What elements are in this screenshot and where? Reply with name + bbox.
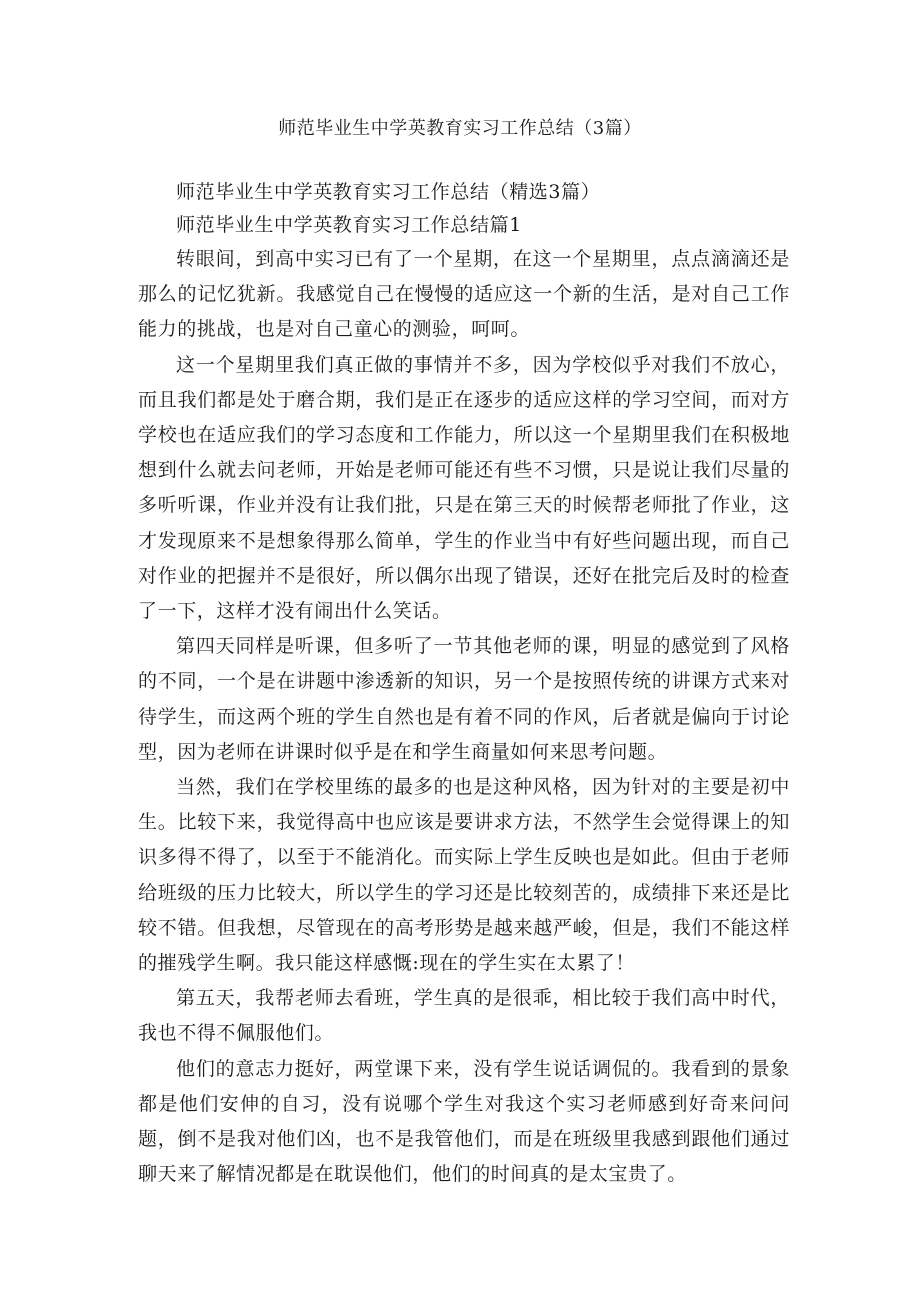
subtitle-paragraph: 师范毕业生中学英教育实习工作总结（精选3篇） [176,181,601,203]
body-paragraph-1: 转眼间，到高中实习已有了一个星期，在这一个星期里，点点滴滴还是那么的记忆犹新。我感觉自己在慢慢的适应这一个新的生活，是对自己工作能力的挑战，也是对自己童心的测验，呵呵。 [138,248,790,341]
section-heading: 师范毕业生中学英教育实习工作总结篇1 [176,214,522,236]
body-paragraph-2: 这一个星期里我们真正做的事情并不多，因为学校似乎对我们不放心，而且我们都是处于磨合期，我们是正在逐步的适应这样的学习空间，而对方学校也在适应我们的学习态度和工作能力，所以这一个星期里我们在积极地想到什么就去问老师，开始是老师可能还有些不习惯，只是说让我们尽量的多听听课，作业并没有让我们批，只是在第三天的时候帮老师批了作业，这才发现原来不是想象得那么简单，学生的作业当中有好些问题出现，而自己对作业的把握并不是很好，所以偶尔出现了错误，还好在批完后及时的检查了一下，这样才没有闹出什么笑话。 [138,353,790,623]
document-body [138,176,790,1192]
body-paragraph-4: 当然，我们在学校里练的最多的也是这种风格，因为针对的主要是初中生。比较下来，我觉得高中也应该是要讲求方法，不然学生会觉得课上的知识多得不得了，以至于不能消化。而实际上学生反映也是如此。但由于老师给班级的压力比较大，所以学生的学习还是比较刻苦的，成绩排下来还是比较不错。但我想，尽管现在的高考形势是越来越严峻，但是，我们不能这样的摧残学生啊。我只能这样感慨:现在的学生实在太累了！ [138,776,790,975]
body-paragraph-3: 第四天同样是听课，但多听了一节其他老师的课，明显的感觉到了风格的不同，一个是在讲题中渗透新的知识，另一个是按照传统的讲课方式来对待学生，而这两个班的学生自然也是有着不同的作风，后者就是偏向于讨论型，因为老师在讲课时似乎是在和学生商量如何来思考问题。 [138,635,790,763]
document-title: 师范毕业生中学英教育实习工作总结（3篇） [278,118,642,139]
body-paragraph-6: 他们的意志力挺好，两堂课下来，没有学生说话调侃的。我看到的景象都是他们安伸的自习，没有说哪个学生对我这个实习老师感到好奇来问问题，倒不是我对他们凶，也不是我管他们，而是在班级里我感到跟他们通过聊天来了解情况都是在耽误他们，他们的时间真的是太宝贵了。 [138,1057,790,1186]
body-paragraph-5: 第五天，我帮老师去看班，学生真的是很乖，相比较于我们高中时代，我也不得不佩服他们。 [138,987,790,1045]
